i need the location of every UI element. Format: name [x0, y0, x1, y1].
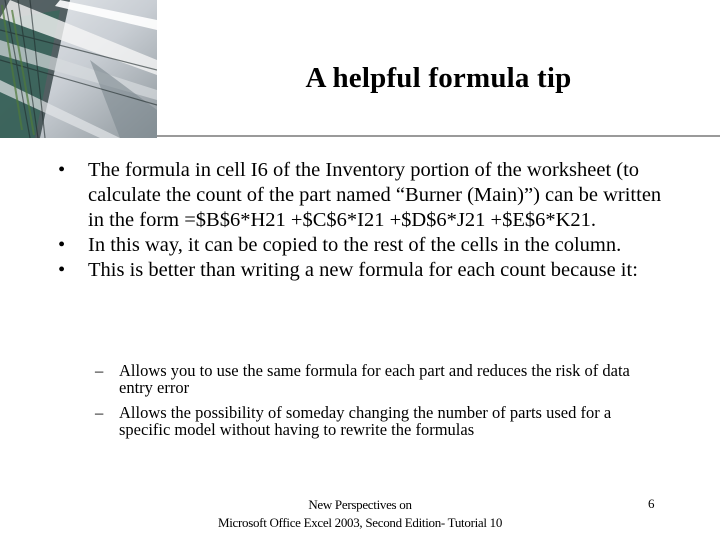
- bullet-text: In this way, it can be copied to the rest of the cells in the column.: [88, 234, 622, 256]
- bullet-marker: •: [58, 259, 66, 281]
- slide-title: A helpful formula tip: [305, 62, 572, 94]
- bullet-text: The formula in cell I6 of the Inventory portion of the worksheet (to calculate the count of the part named “Burner (Main)”) can be written in the form =$B$6*H21 +$C$6*I21 +$D$6*J21 +$E$6*K21.: [88, 159, 662, 231]
- sub-bullet-item: [95, 404, 660, 438]
- bullet-marker: •: [58, 234, 66, 256]
- bullet-item: [58, 158, 668, 233]
- corner-photo: [0, 0, 157, 138]
- footer-line-1: New Perspectives on: [308, 497, 412, 512]
- sub-bullet-marker: –: [95, 403, 104, 422]
- page-number: 6: [648, 496, 655, 511]
- bullet-item: [58, 258, 668, 283]
- footer: [160, 496, 560, 532]
- sub-bullet-marker: –: [95, 361, 104, 380]
- bullet-item: [58, 233, 668, 258]
- sub-bullet-item: [95, 362, 660, 396]
- bullet-marker: •: [58, 159, 66, 181]
- sub-bullet-list: [95, 362, 660, 446]
- footer-line-2: Microsoft Office Excel 2003, Second Edition- Tutorial 10: [217, 515, 503, 530]
- title-divider: [157, 135, 720, 137]
- corner-photo-graphic: [0, 0, 157, 138]
- bullet-list: [58, 158, 668, 283]
- sub-bullet-text: Allows the possibility of someday changing the number of parts used for a specific model without having to rewrite the formulas: [119, 403, 612, 439]
- bullet-text: This is better than writing a new formula for each count because it:: [88, 259, 638, 281]
- sub-bullet-text: Allows you to use the same formula for each part and reduces the risk of data entry error: [119, 361, 630, 397]
